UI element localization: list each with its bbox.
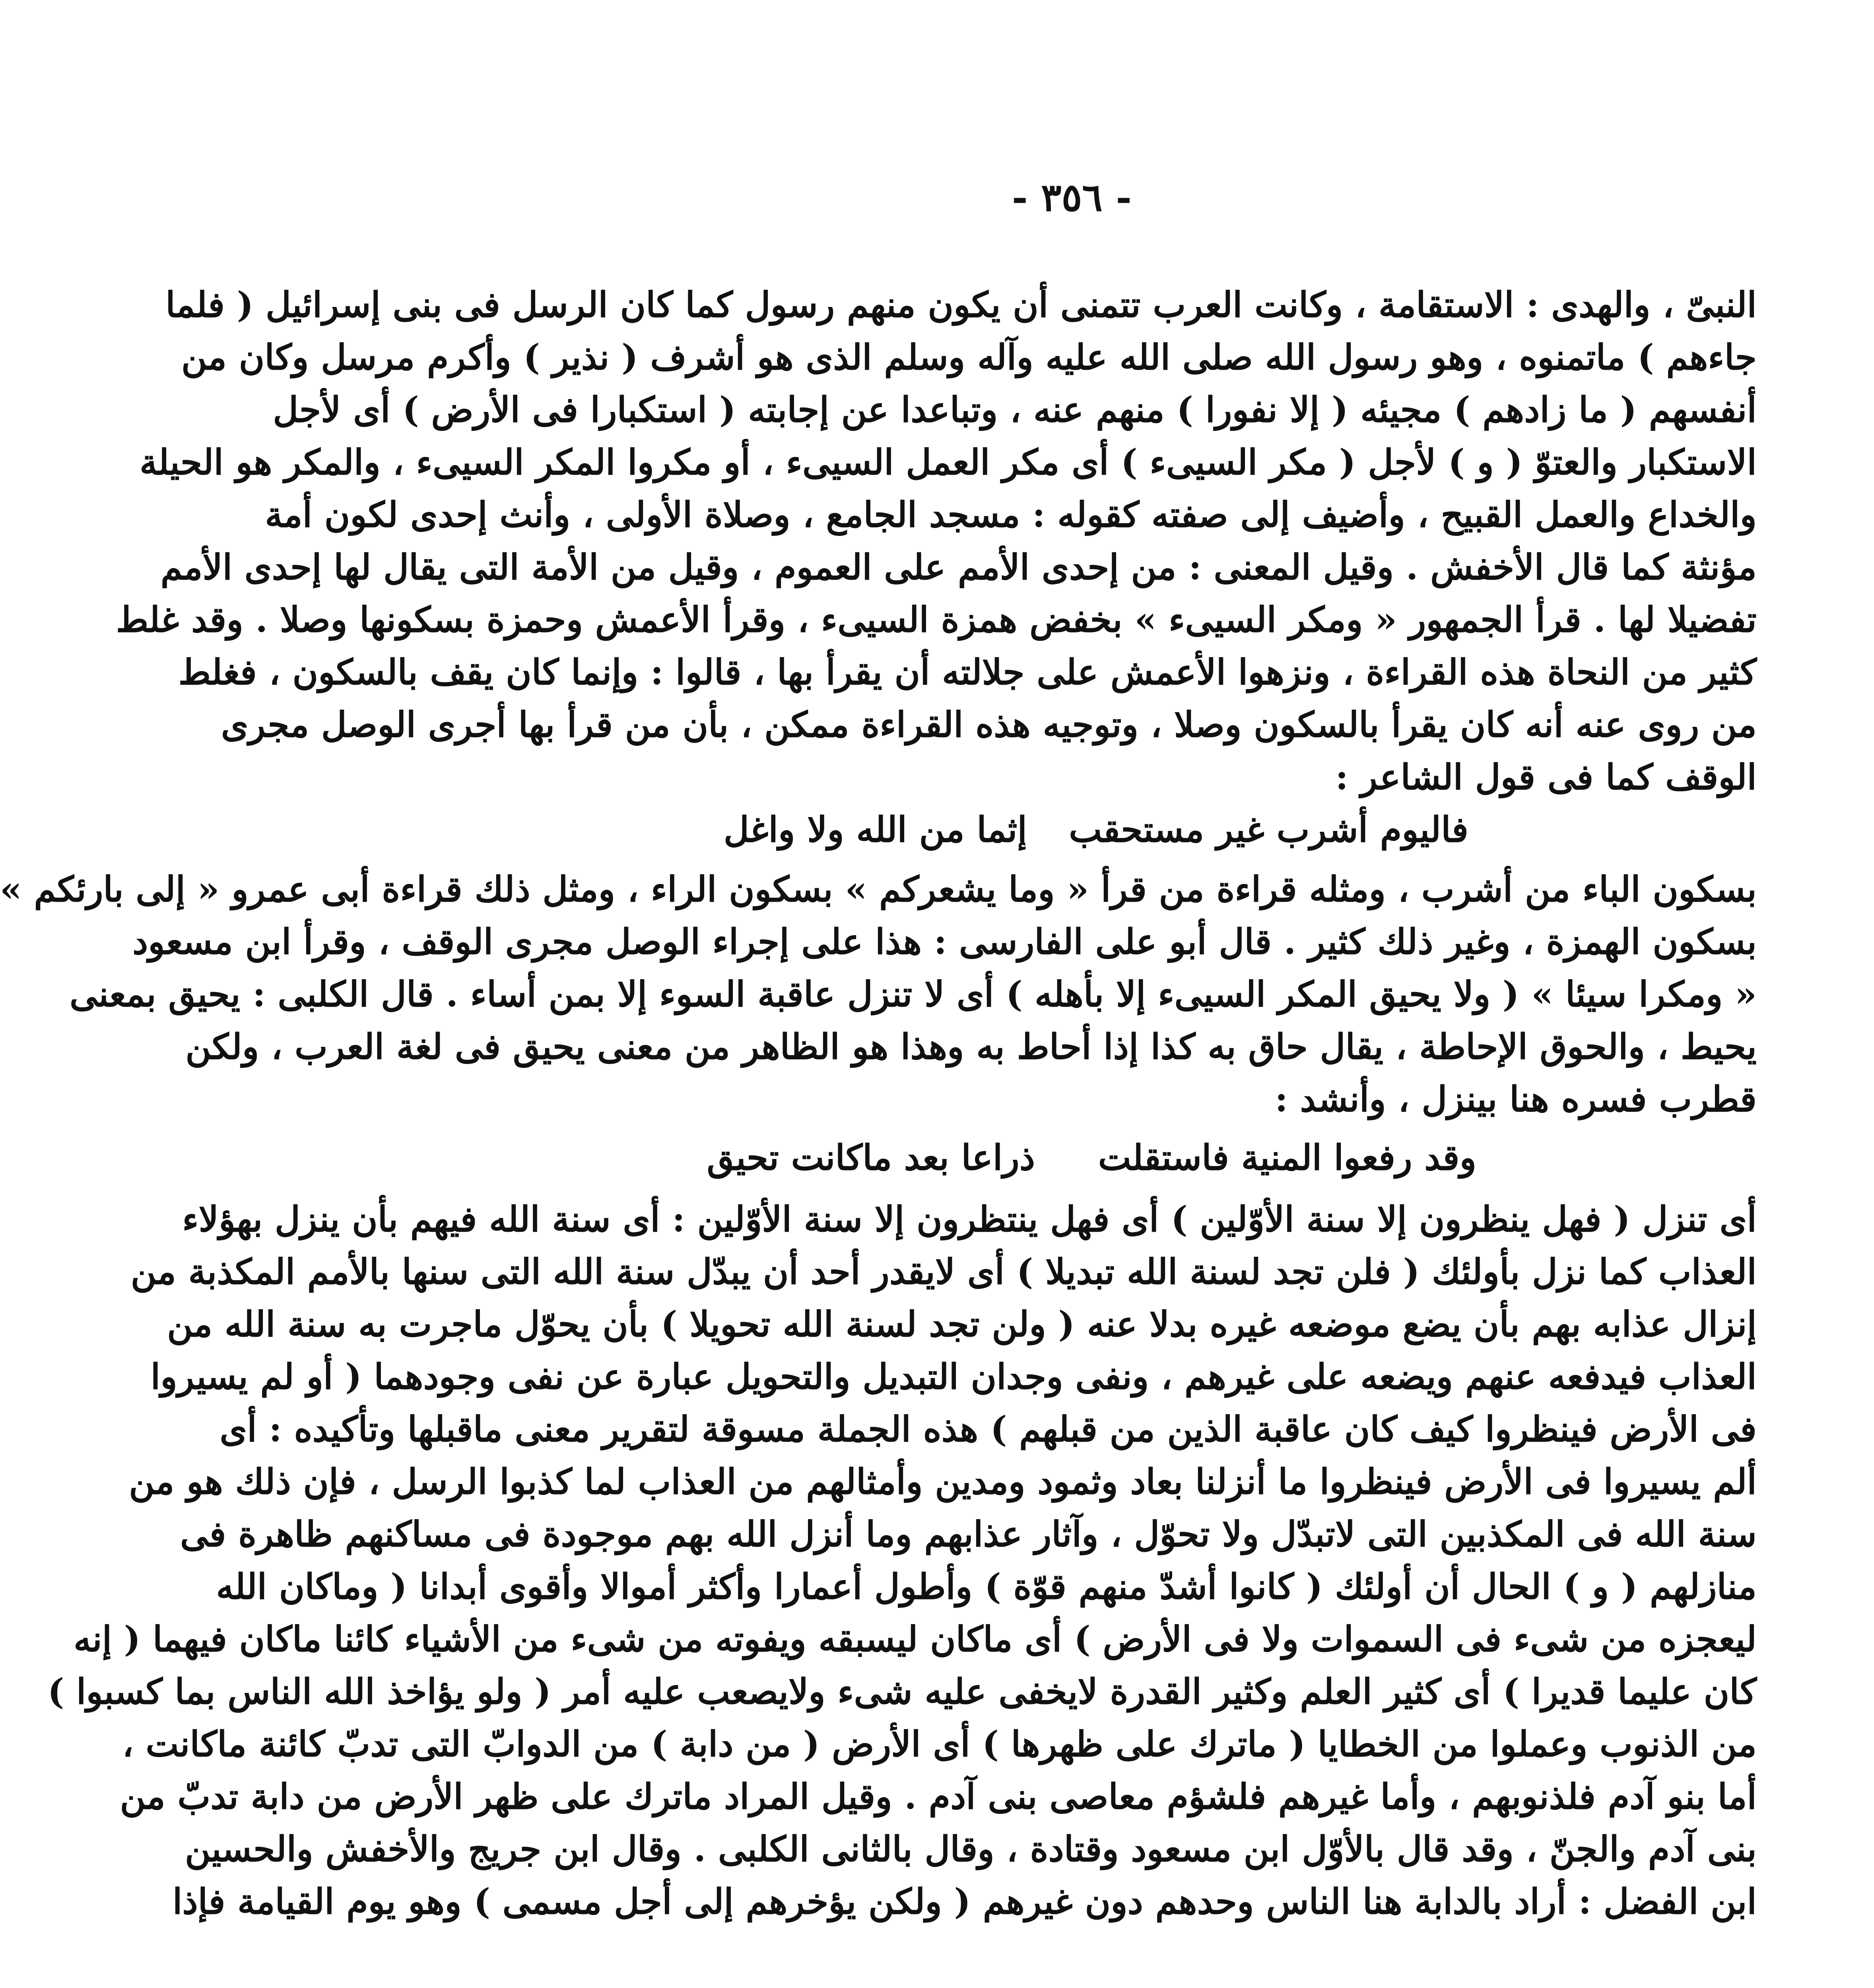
paragraph-block-3 [47, 1193, 1757, 1928]
text-line: الوقف كما فى قول الشاعر : [1335, 756, 1757, 798]
page-number: - ٣٥٦ - [1012, 175, 1132, 220]
text-line: أما بنو آدم فلذنوبهم ، وأما غيرهم فلشؤم معاصى بنى آدم . وقيل المراد ماترك على ظهر الأرض من دابة تدبّ من [120, 1776, 1757, 1817]
text-line: « ومكرا سيئا » ( ولا يحيق المكر السيىء إلا بأهله ) أى لا تنزل عاقبة السوء إلا بمن أساء . قال الكلبى : يحيق بمعنى [70, 973, 1757, 1015]
verse-1-second-hemistich: إثما من الله ولا واغل [723, 809, 1027, 850]
verse-2-first-hemistich: وقد رفعوا المنية فاستقلت [1098, 1137, 1476, 1178]
text-line: بسكون الهمزة ، وغير ذلك كثير . قال أبو على الفارسى : هذا على إجراء الوصل مجرى الوقف ، وقرأ ابن مسعود [132, 921, 1757, 962]
paragraph-block-1 [116, 278, 1757, 803]
text-line: من روى عنه أنه كان يقرأ بالسكون وصلا ، وتوجيه هذه القراءة ممكن ، بأن من قرأ بها أجرى الوصل مجرى [221, 704, 1757, 745]
text-line: أى تنزل ( فهل ينظرون إلا سنة الأوّلين ) أى فهل ينتظرون إلا سنة الأوّلين : أى سنة الله فيهم بأن ينزل بهؤلاء [182, 1198, 1757, 1240]
text-line: كثير من النحاة هذه القراءة ، ونزهوا الأعمش على جلالته أن يقرأ بها ، قالوا : وإنما كان يقف بالسكون ، فغلط [178, 651, 1757, 693]
text-line: النبىّ ، والهدى : الاستقامة ، وكانت العرب تتمنى أن يكون منهم رسول كما كان الرسل فى بنى إسرائيل ( فلما [165, 284, 1757, 325]
text-line: أنفسهم ( ما زادهم ) مجيئه ( إلا نفورا ) منهم عنه ، وتباعدا عن إجابته ( استكبارا فى الأرض ) أى لأجل [273, 389, 1757, 430]
text-line: بنى آدم والجنّ ، وقد قال بالأوّل ابن مسعود وقتادة ، وقال بالثانى الكلبى . وقال ابن جريج والأخفش والحسين [185, 1828, 1757, 1870]
text-line: ابن الفضل : أراد بالدابة هنا الناس وحدهم دون غيرهم ( ولكن يؤخرهم إلى أجل مسمى ) وهو يوم القيامة فإذا [173, 1881, 1757, 1922]
paragraph-block-2 [0, 863, 1757, 1125]
verse-1-first-hemistich: فاليوم أشرب غير مستحقب [1069, 809, 1468, 850]
text-line: يحيط ، والحوق الإحاطة ، يقال حاق به كذا إذا أحاط به وهذا هو الظاهر من معنى يحيق فى لغة العرب ، ولكن [185, 1026, 1757, 1067]
verse-2 [270, 1131, 1874, 1184]
text-line: ألم يسيروا فى الأرض فينظروا ما أنزلنا بعاد وثمود ومدين وأمثالهم من العذاب لما كذبوا الرسل ، فإن ذلك هو من [129, 1461, 1757, 1502]
text-line: سنة الله فى المكذبين التى لاتبدّل ولا تحوّل ، وآثار عذابهم وما أنزل الله بهم موجودة فى مساكنهم ظاهرة فى [180, 1513, 1757, 1555]
text-line: والخداع والعمل القبيح ، وأضيف إلى صفته كقوله : مسجد الجامع ، وصلاة الأولى ، وأنث إحدى لكون أمة [265, 494, 1757, 535]
text-line: بسكون الباء من أشرب ، ومثله قراءة من قرأ « وما يشعركم » بسكون الراء ، ومثل ذلك قراءة أبى عمرو « إلى بارئكم » [0, 868, 1757, 910]
text-line: مؤنثة كما قال الأخفش . وقيل المعنى : من إحدى الأمم على العموم ، وقيل من الأمة التى يقال لها إحدى الأمم [160, 546, 1757, 588]
text-line: ليعجزه من شىء فى السموات ولا فى الأرض ) أى ماكان ليسبقه ويفوته من شىء من الأشياء كائنا ماكان فيهما ( إنه [74, 1618, 1757, 1660]
text-line: العذاب فيدفعه عنهم ويضعه على غيرهم ، ونفى وجدان التبديل والتحويل عبارة عن نفى وجودهما ( أو لم يسيروا [150, 1356, 1757, 1397]
text-line: الاستكبار والعتوّ ( و ) لأجل ( مكر السيىء ) أى مكر العمل السيىء ، أو مكروا المكر السيىء ، والمكر هو الحيلة [139, 441, 1757, 483]
text-line: منازلهم ( و ) الحال أن أولئك ( كانوا أشدّ منهم قوّة ) وأطول أعمارا وأكثر أموالا وأقوى أبدانا ( وماكان الله [216, 1566, 1757, 1607]
text-line: فى الأرض فينظروا كيف كان عاقبة الذين من قبلهم ) هذه الجملة مسوقة لتقرير معنى ماقبلها وتأكيده : أى [219, 1408, 1757, 1450]
text-line: قطرب فسره هنا بينزل ، وأنشد : [1275, 1078, 1757, 1120]
text-line: جاءهم ) ماتمنوه ، وهو رسول الله صلى الله عليه وآله وسلم الذى هو أشرف ( نذير ) وأكرم مرسل وكان من [181, 336, 1757, 378]
text-line: إنزال عذابه بهم بأن يضع موضعه غيره بدلا عنه ( ولن تجد لسنة الله تحويلا ) بأن يحوّل ماجرت به سنة الله من [167, 1303, 1757, 1345]
verse-2-second-hemistich: ذراعا بعد ماكانت تحيق [707, 1137, 1035, 1178]
text-line: من الذنوب وعملوا من الخطايا ( ماترك على ظهرها ) أى الأرض ( من دابة ) من الدوابّ التى تدبّ كائنة ماكانت ، [122, 1723, 1757, 1765]
text-line: كان عليما قديرا ) أى كثير العلم وكثير القدرة لايخفى عليه شىء ولايصعب عليه أمر ( ولو يؤاخذ الله الناس بما كسبوا ) [47, 1671, 1757, 1712]
verse-1 [270, 803, 1874, 856]
text-line: العذاب كما نزل بأولئك ( فلن تجد لسنة الله تبديلا ) أى لايقدر أحد أن يبدّل سنة الله التى سنها بالأمم المكذبة من [130, 1251, 1757, 1292]
text-line: تفضيلا لها . قرأ الجمهور « ومكر السيىء » بخفض همزة السيىء ، وقرأ الأعمش وحمزة بسكونها وصلا . وقد غلط [116, 599, 1757, 640]
